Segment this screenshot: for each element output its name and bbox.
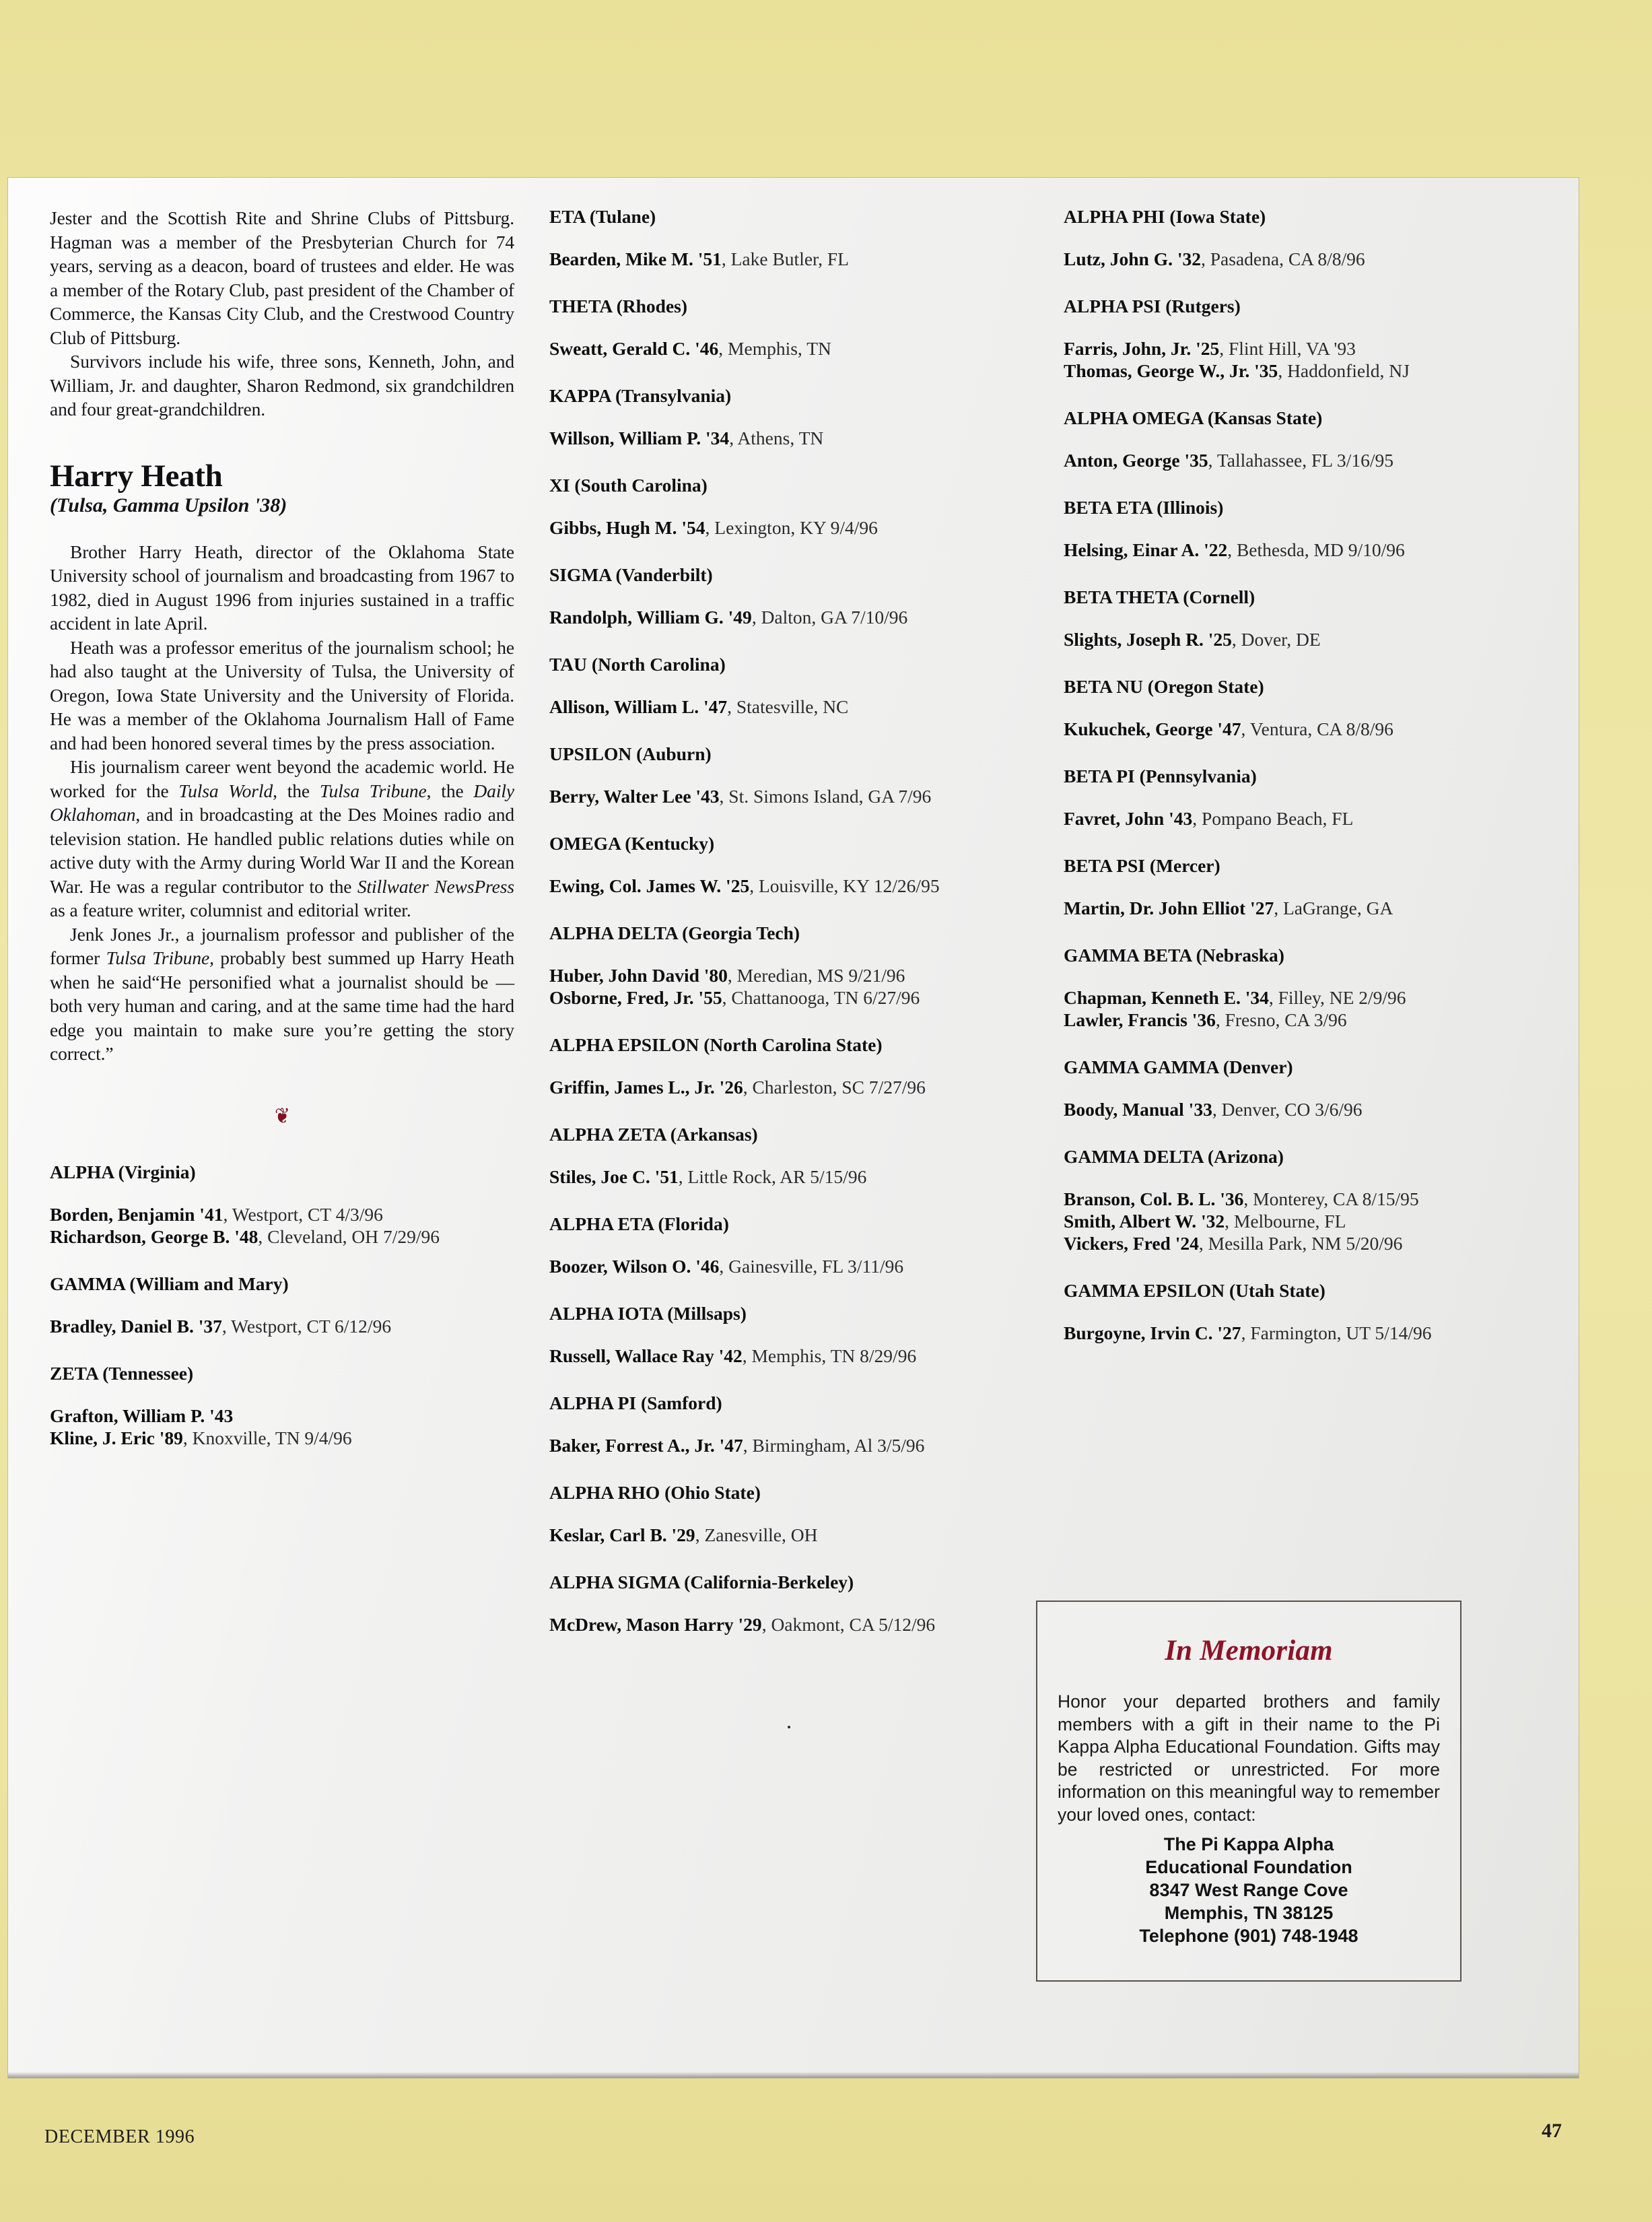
entry-name: Ewing, Col. James W. '25 — [549, 875, 750, 896]
entry-detail: , Pasadena, CA 8/8/96 — [1201, 248, 1365, 269]
memorial-entry — [549, 1076, 1029, 1098]
p3-seg-9: as a feature writer, columnist and editorial writer. — [50, 900, 411, 920]
entry-name: Borden, Benjamin '41 — [50, 1203, 223, 1225]
chapter-heading: ETA (Tulane) — [549, 206, 656, 227]
entry-name: Sweatt, Gerald C. '46 — [549, 338, 719, 359]
publication-tulsa-world: Tulsa World — [178, 780, 273, 801]
memorial-entry — [549, 248, 1029, 270]
entry-name: Favret, John '43 — [1064, 808, 1193, 829]
entry-detail: , LaGrange, GA — [1274, 898, 1393, 918]
memorial-entry — [1064, 628, 1535, 650]
memorial-entry — [549, 696, 1029, 718]
entry-name: Chapman, Kenneth E. '34 — [1064, 987, 1269, 1008]
in-memoriam-advertisement — [1036, 1601, 1461, 1982]
entry-name: Keslar, Carl B. '29 — [549, 1524, 695, 1545]
chapter-heading: ALPHA DELTA (Georgia Tech) — [549, 922, 800, 943]
entry-detail: , Mesilla Park, NM 5/20/96 — [1198, 1233, 1403, 1254]
entry-name: Gibbs, Hugh M. '54 — [549, 517, 705, 538]
entry-detail: , Flint Hill, VA '93 — [1219, 338, 1356, 359]
obituary-affiliation: (Tulsa, Gamma Upsilon '38) — [50, 494, 287, 516]
obituary-paragraph-4 — [50, 922, 514, 1066]
column-end-mark: · — [785, 1715, 793, 1740]
memorial-entry — [50, 1315, 514, 1337]
column-two — [549, 206, 1029, 1739]
chapter-heading: ZETA (Tennessee) — [50, 1362, 194, 1384]
memorial-entry — [50, 1405, 514, 1427]
entry-name: McDrew, Mason Harry '29 — [549, 1614, 762, 1635]
entry-name: Huber, John David '80 — [549, 965, 728, 986]
entry-name: Willson, William P. '34 — [549, 428, 730, 448]
chapter-heading: XI (South Carolina) — [549, 475, 708, 496]
entry-detail: , Cleveland, OH 7/29/96 — [258, 1225, 440, 1247]
entry-detail: , Haddonfield, NJ — [1278, 360, 1410, 381]
entry-name: Griffin, James L., Jr. '26 — [549, 1077, 743, 1098]
chapter-heading: ALPHA ZETA (Arkansas) — [549, 1124, 758, 1145]
p4-seg-3: probably best summed up Harry Heath when he said“He personified what a journalist should be — both very human and caring, and at the same time had the hard edge you maintain to make sure you’re getting the story correct.” — [50, 947, 514, 1064]
entry-detail: , Bethesda, MD 9/10/96 — [1227, 539, 1405, 560]
obituary-paragraph-2: Heath was a professor emeritus of the journalism school; he had also taught at the University of Tulsa, the University of Oregon, Iowa State University and the University of Florida. He was a member of the Oklahoma Journalism Hall of Fame and had been honored several times by the press association. — [50, 636, 514, 753]
entry-name: Kline, J. Eric '89 — [50, 1427, 183, 1448]
chapter-heading: ALPHA PHI (Iowa State) — [1064, 206, 1266, 227]
chapter-heading: ALPHA RHO (Ohio State) — [549, 1482, 761, 1503]
p4-seg-1: Jenk Jones Jr., a journalism professor and publisher of the former — [50, 923, 514, 968]
entry-name: Bearden, Mike M. '51 — [549, 248, 722, 269]
memorial-entry — [549, 1613, 1029, 1636]
memorial-entry — [1064, 1232, 1535, 1254]
entry-detail: , St. Simons Island, GA 7/96 — [719, 786, 932, 807]
memorial-entry — [1064, 1009, 1535, 1031]
chapter-heading: ALPHA IOTA (Millsaps) — [549, 1303, 747, 1324]
chapter-heading: BETA PI (Pennsylvania) — [1064, 766, 1257, 786]
obituary-paragraph-3 — [50, 755, 514, 922]
column-three — [1064, 206, 1535, 1739]
memorial-entry — [1064, 449, 1535, 471]
entry-name: Baker, Forrest A., Jr. '47 — [549, 1435, 743, 1456]
chapter-heading: BETA ETA (Illinois) — [1064, 497, 1224, 518]
entry-detail: , Athens, TN — [729, 428, 824, 448]
p3-seg-5: , the — [426, 780, 474, 801]
memorial-entry — [549, 337, 1029, 360]
memorial-entry — [1064, 1322, 1535, 1344]
p3-seg-1: His journalism career went beyond the academic world. He worked for the — [50, 756, 514, 801]
entry-detail: , Monterey, CA 8/15/95 — [1243, 1188, 1419, 1209]
entry-name: Branson, Col. B. L. '36 — [1064, 1188, 1244, 1209]
entry-detail: , Chattanooga, TN 6/27/96 — [722, 987, 920, 1008]
address-line: Memphis, TN 38125 — [1164, 1903, 1334, 1923]
entry-detail: , Louisville, KY 12/26/95 — [749, 875, 940, 896]
address-line: 8347 West Range Cove — [1149, 1880, 1348, 1900]
entry-detail: , Filley, NE 2/9/96 — [1268, 987, 1406, 1008]
entry-name: Boody, Manual '33 — [1064, 1099, 1212, 1120]
entry-detail: , Gainesville, FL 3/11/96 — [719, 1256, 904, 1277]
entry-detail: , Birmingham, Al 3/5/96 — [743, 1435, 925, 1456]
entry-detail: , Denver, CO 3/6/96 — [1212, 1099, 1363, 1120]
continued-paragraph-1: Jester and the Scottish Rite and Shrine Clubs of Pittsburg. Hagman was a member of the Presbyterian Church for 74 years, serving as a deacon, board of trustees and elder. He was a member of the Rotary Club, past president of the Chamber of Commerce, the Kansas City Club, and the Crestwood Country Club of Pittsburg. — [50, 207, 514, 348]
memorial-entry — [50, 1427, 514, 1449]
chapter-heading: GAMMA BETA (Nebraska) — [1064, 945, 1284, 966]
chapter-heading: ALPHA OMEGA (Kansas State) — [1064, 407, 1323, 428]
publication-tulsa-tribune: Tulsa Tribune — [319, 780, 427, 801]
entry-name: Randolph, William G. '49 — [549, 607, 752, 628]
entry-name: Allison, William L. '47 — [549, 696, 728, 717]
obituary-name: Harry Heath — [50, 458, 223, 494]
memorial-entry — [1064, 539, 1535, 561]
memorial-entry — [549, 964, 1029, 986]
p3-seg-7: , and in broadcasting at the Des Moines radio and television station. He handled public relations duties while on active duty with the Army during World War II and the Korean War. He was a regular contributor to the — [50, 804, 514, 897]
entry-detail: , Tallahassee, FL 3/16/95 — [1208, 450, 1393, 471]
chapter-heading: ALPHA PI (Samford) — [549, 1392, 722, 1413]
entry-name: Burgoyne, Irvin C. '27 — [1064, 1322, 1241, 1343]
entry-name: Richardson, George B. '48 — [50, 1225, 259, 1247]
chapter-heading: SIGMA (Vanderbilt) — [549, 564, 713, 585]
entry-detail: , Pompano Beach, FL — [1192, 808, 1354, 829]
memorial-entry — [1064, 1098, 1535, 1120]
chapter-heading: BETA THETA (Cornell) — [1064, 586, 1255, 607]
chapter-heading: ALPHA (Virginia) — [50, 1161, 196, 1182]
entry-name: Kukuchek, George '47 — [1064, 718, 1241, 739]
in-memoriam-title: In Memoriam — [1165, 1635, 1333, 1666]
publication-tulsa-tribune-2: Tulsa Tribune, — [106, 947, 214, 968]
footer-issue-date: DECEMBER 1996 — [44, 2126, 195, 2147]
entry-detail: , Lake Butler, FL — [721, 248, 849, 269]
p3-seg-3: , the — [273, 780, 320, 801]
chapter-heading: GAMMA (William and Mary) — [50, 1273, 289, 1294]
entry-name: Lutz, John G. '32 — [1064, 248, 1201, 269]
chapter-heading: ALPHA SIGMA (California-Berkeley) — [549, 1572, 854, 1592]
column-one — [50, 206, 514, 1739]
entry-name: Anton, George '35 — [1064, 450, 1208, 471]
chapter-heading: TAU (North Carolina) — [549, 654, 726, 675]
chapter-heading: BETA PSI (Mercer) — [1064, 855, 1220, 876]
memorial-entry — [1064, 986, 1535, 1009]
entry-name: Osborne, Fred, Jr. '55 — [549, 987, 722, 1008]
footer-page-number: 47 — [1542, 2120, 1562, 2142]
entry-detail: , Zanesville, OH — [695, 1524, 818, 1545]
entry-name: Vickers, Fred '24 — [1064, 1233, 1199, 1254]
chapter-heading: GAMMA GAMMA (Denver) — [1064, 1056, 1293, 1077]
entry-detail: , Fresno, CA 3/96 — [1215, 1009, 1347, 1030]
entry-name: Lawler, Francis '36 — [1064, 1009, 1216, 1030]
chapter-heading: THETA (Rhodes) — [549, 296, 688, 316]
entry-name: Russell, Wallace Ray '42 — [549, 1345, 743, 1366]
address-line: Educational Foundation — [1145, 1857, 1352, 1877]
entry-detail: , Charleston, SC 7/27/96 — [743, 1077, 926, 1098]
chapter-heading: ALPHA ETA (Florida) — [549, 1213, 729, 1234]
entry-name: Martin, Dr. John Elliot '27 — [1064, 898, 1274, 918]
obituary-paragraph-1: Brother Harry Heath, director of the Oklahoma State University school of journalism and broadcasting from 1967 to 1982, died in August 1996 from injuries sustained in a traffic accident in late April. — [50, 541, 514, 634]
chapter-heading: GAMMA EPSILON (Utah State) — [1064, 1280, 1326, 1301]
memorial-entry — [50, 1225, 514, 1248]
memorial-entry — [549, 785, 1029, 807]
memorial-entry — [549, 1434, 1029, 1456]
heart-icon: ❦ — [274, 1103, 290, 1128]
entry-name: Boozer, Wilson O. '46 — [549, 1256, 720, 1277]
entry-name: Berry, Walter Lee '43 — [549, 786, 720, 807]
publication-daily-oklahoman: Daily Oklahoman — [50, 780, 515, 825]
chapter-heading: ALPHA PSI (Rutgers) — [1064, 296, 1241, 316]
memorial-entry — [549, 986, 1029, 1009]
chapter-heading: GAMMA DELTA (Arizona) — [1064, 1146, 1284, 1167]
entry-detail: , Lexington, KY 9/4/96 — [705, 517, 878, 538]
heart-ornament-divider — [50, 1105, 514, 1126]
entry-detail: , Melbourne, FL — [1225, 1211, 1346, 1232]
memorial-entry — [1064, 718, 1535, 740]
memorial-entry — [50, 1203, 514, 1225]
entry-name: Stiles, Joe C. '51 — [549, 1166, 679, 1187]
entry-name: Thomas, George W., Jr. '35 — [1064, 360, 1278, 381]
entry-name: Slights, Joseph R. '25 — [1064, 629, 1232, 650]
address-line: The Pi Kappa Alpha — [1163, 1834, 1334, 1854]
entry-detail: , Little Rock, AR 5/15/96 — [678, 1166, 867, 1187]
memorial-entry — [1064, 897, 1535, 919]
memorial-entry — [1064, 360, 1535, 382]
chapter-heading: OMEGA (Kentucky) — [549, 833, 715, 854]
memorial-entry — [1064, 1188, 1535, 1210]
entry-name: Helsing, Einar A. '22 — [1064, 539, 1228, 560]
memorial-entry — [549, 516, 1029, 539]
chapter-heading: UPSILON (Auburn) — [549, 743, 712, 764]
chapter-heading: KAPPA (Transylvania) — [549, 385, 732, 406]
entry-name: Bradley, Daniel B. '37 — [50, 1315, 222, 1337]
entry-detail: , Westport, CT 6/12/96 — [221, 1315, 392, 1337]
memorial-entry — [549, 1345, 1029, 1367]
memorial-entry — [1064, 807, 1535, 830]
foundation-address — [1058, 1833, 1440, 1947]
memorial-entry — [1064, 1210, 1535, 1232]
memorial-entry — [549, 875, 1029, 897]
continued-paragraph-2: Survivors include his wife, three sons, Kenneth, John, and William, Jr. and daughter, Sharon Redmond, six grandchildren and four great-grandchildren. — [50, 351, 514, 419]
three-column-layout — [50, 206, 1541, 1739]
address-line-telephone: Telephone (901) 748-1948 — [1139, 1926, 1358, 1946]
entry-detail: , Westport, CT 4/3/96 — [223, 1203, 383, 1225]
memorial-entry — [549, 606, 1029, 628]
entry-detail: , Memphis, TN — [718, 338, 831, 359]
entry-detail: , Statesville, NC — [727, 696, 849, 717]
entry-detail: , Ventura, CA 8/8/96 — [1241, 718, 1393, 739]
memorial-entry — [549, 1166, 1029, 1188]
entry-name: Smith, Albert W. '32 — [1064, 1211, 1225, 1232]
memorial-entry — [549, 427, 1029, 449]
memorial-entry — [549, 1255, 1029, 1277]
entry-name: Grafton, William P. '43 — [50, 1405, 234, 1426]
publication-stillwater-newspress: Stillwater NewsPress — [357, 875, 514, 897]
chapter-heading: BETA NU (Oregon State) — [1064, 676, 1264, 697]
in-memoriam-body: Honor your departed brothers and family members with a gift in their name to the Pi Kappa Alpha Educational Foundation. Gifts may be restricted or unrestricted. For more information on this meaningful way to remember your loved ones, contact: — [1058, 1691, 1440, 1825]
scanned-page-surface — [8, 178, 1579, 2078]
entry-detail: , Dover, DE — [1231, 629, 1321, 650]
entry-name: Farris, John, Jr. '25 — [1064, 338, 1220, 359]
chapter-heading: ALPHA EPSILON (North Carolina State) — [549, 1034, 883, 1055]
entry-detail: , Meredian, MS 9/21/96 — [727, 965, 905, 986]
entry-detail: , Knoxville, TN 9/4/96 — [182, 1427, 352, 1448]
memorial-entry — [1064, 337, 1535, 360]
entry-detail: , Farmington, UT 5/14/96 — [1241, 1322, 1432, 1343]
memorial-entry — [549, 1524, 1029, 1546]
memorial-entry — [1064, 248, 1535, 270]
entry-detail: , Memphis, TN 8/29/96 — [742, 1345, 917, 1366]
entry-detail: , Oakmont, CA 5/12/96 — [761, 1614, 936, 1635]
entry-detail: , Dalton, GA 7/10/96 — [751, 607, 908, 628]
